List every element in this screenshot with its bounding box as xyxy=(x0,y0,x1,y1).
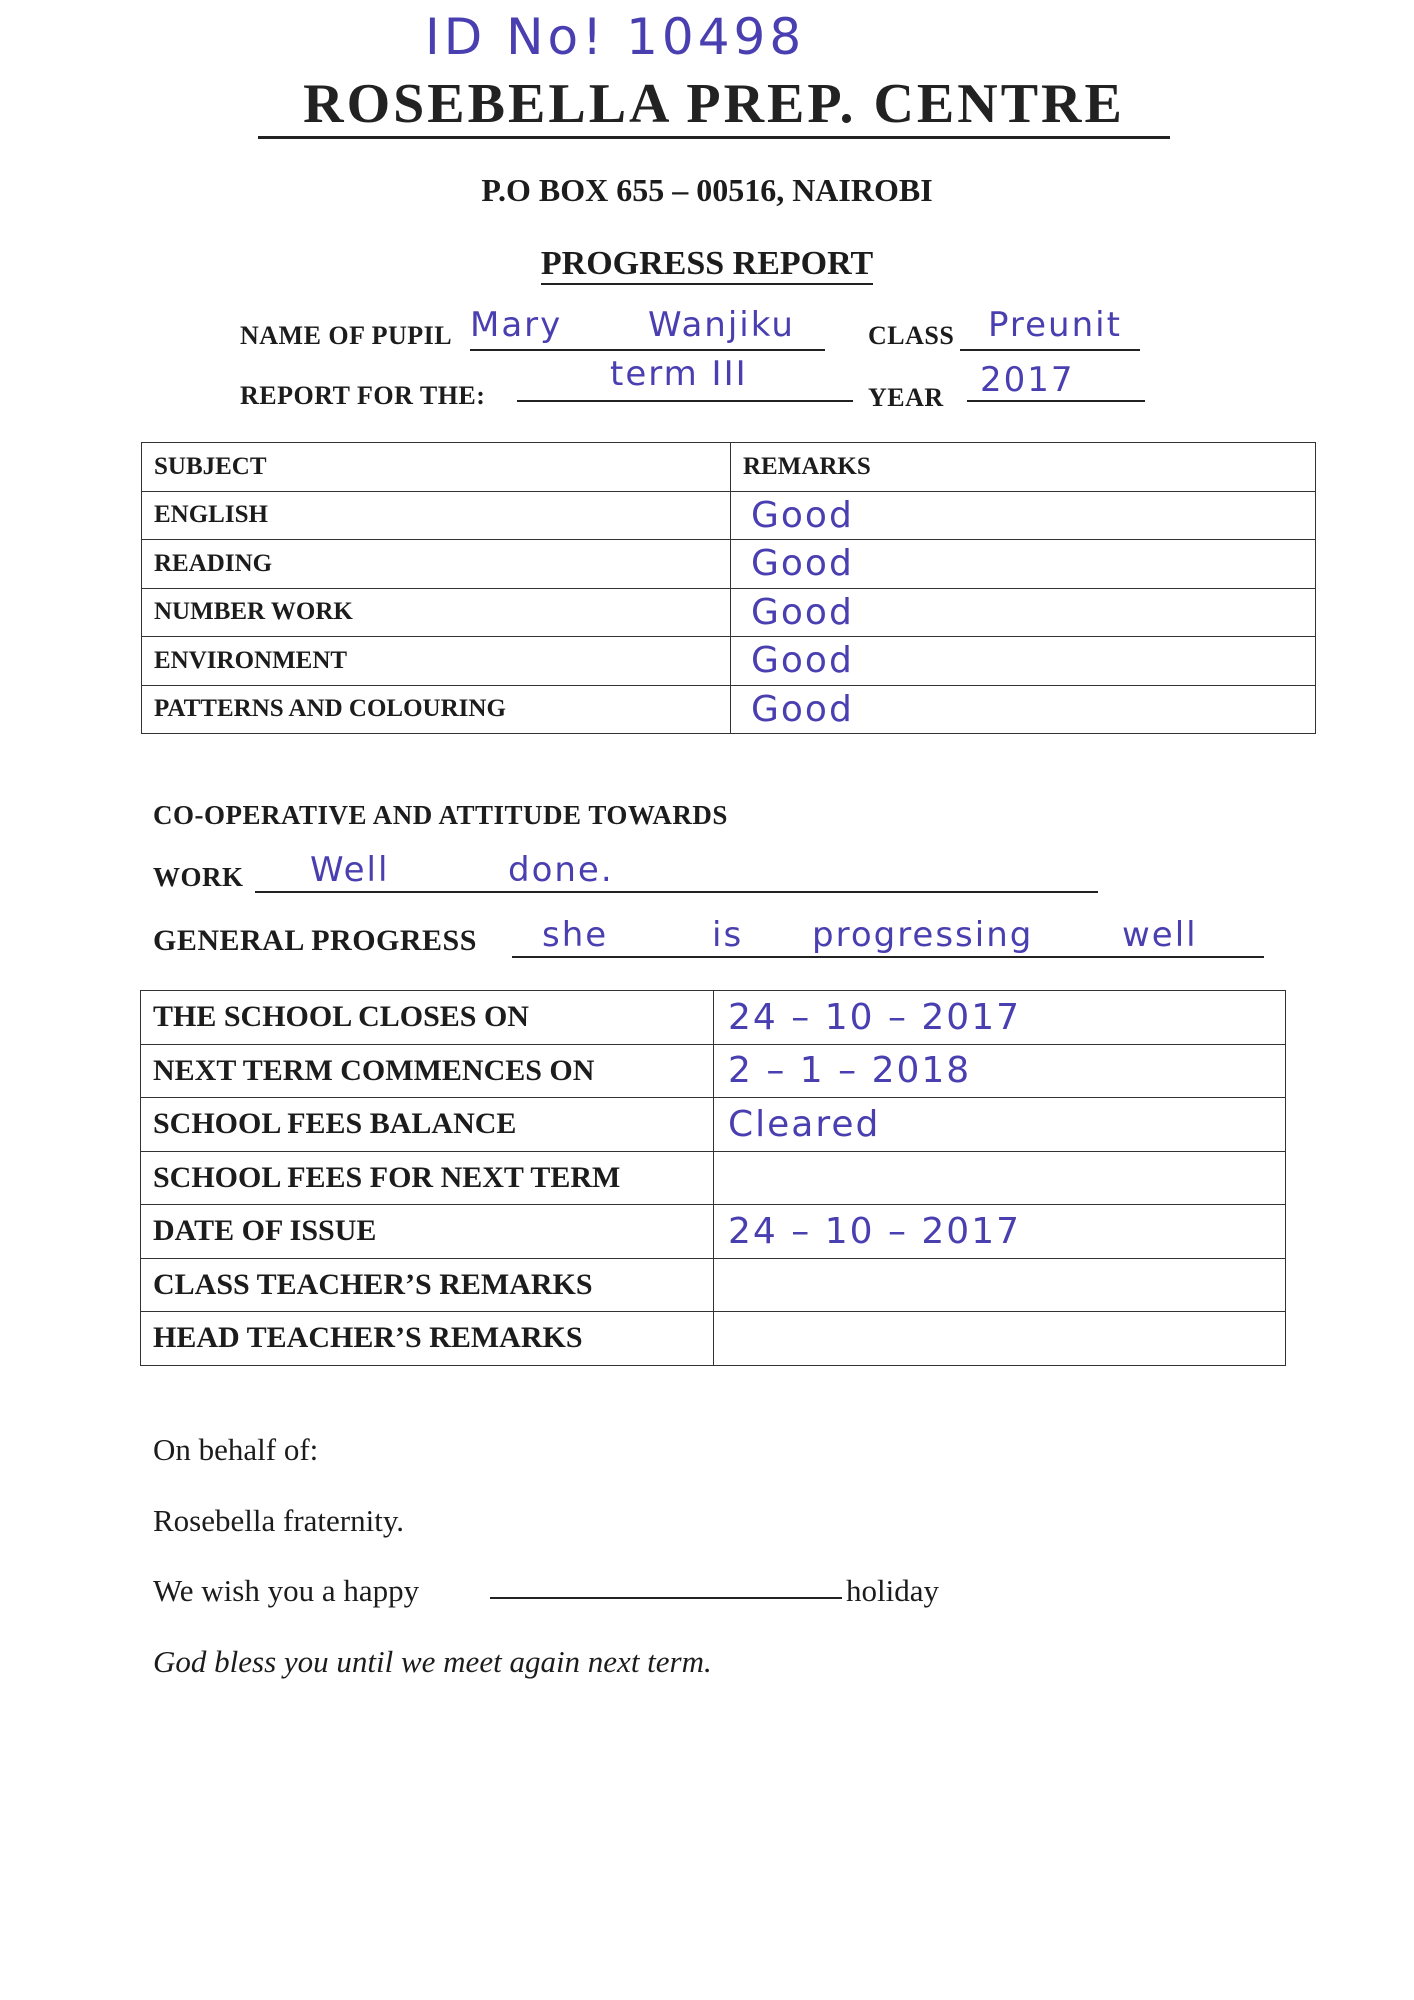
progress-word: well xyxy=(1122,915,1198,955)
progress-underline xyxy=(512,956,1264,958)
name-underline xyxy=(470,349,825,351)
report-for-underline xyxy=(517,400,853,402)
work-remark-word1: Well xyxy=(310,850,390,890)
info-value-cell xyxy=(714,1258,1286,1312)
year-underline xyxy=(967,400,1145,402)
subject-cell: NUMBER WORK xyxy=(142,588,731,637)
table-row xyxy=(141,1205,1286,1259)
class-underline xyxy=(960,349,1140,351)
table-header-row xyxy=(142,443,1316,492)
wish-prefix-text: We wish you a happy xyxy=(153,1573,420,1608)
subject-cell: ENGLISH xyxy=(142,491,731,540)
table-row xyxy=(142,588,1316,637)
pupil-last-name: Wanjiku xyxy=(648,305,795,345)
subject-cell: ENVIRONMENT xyxy=(142,637,731,686)
class-value: Preunit xyxy=(988,305,1122,345)
pupil-first-name: Mary xyxy=(470,305,563,345)
table-row xyxy=(142,491,1316,540)
table-row xyxy=(141,1258,1286,1312)
remark-cell: Good xyxy=(731,685,1316,734)
year-label: YEAR xyxy=(868,383,944,412)
subjects-table xyxy=(141,442,1316,734)
table-row xyxy=(142,685,1316,734)
class-label: CLASS xyxy=(868,321,955,350)
work-label: WORK xyxy=(153,862,244,892)
remark-cell: Good xyxy=(731,491,1316,540)
info-value-cell xyxy=(714,1312,1286,1366)
report-title xyxy=(0,245,1414,283)
report-title-text: PROGRESS REPORT xyxy=(541,245,873,285)
info-label-cell: NEXT TERM COMMENCES ON xyxy=(141,1044,714,1098)
info-value-cell xyxy=(714,1151,1286,1205)
progress-word: progressing xyxy=(812,915,1034,955)
info-value-cell: 24 – 10 – 2017 xyxy=(714,991,1286,1045)
id-number-handwritten: ID No! 10498 xyxy=(425,8,806,66)
table-row xyxy=(141,1151,1286,1205)
info-label-cell: CLASS TEACHER’S REMARKS xyxy=(141,1258,714,1312)
year-value: 2017 xyxy=(980,360,1075,400)
remark-cell: Good xyxy=(731,637,1316,686)
wish-suffix-text: holiday xyxy=(846,1573,939,1608)
work-underline xyxy=(255,891,1098,893)
table-row xyxy=(141,1312,1286,1366)
table-row xyxy=(141,991,1286,1045)
report-for-value: term III xyxy=(610,354,748,394)
info-value-cell: 2 – 1 – 2018 xyxy=(714,1044,1286,1098)
remark-cell: Good xyxy=(731,588,1316,637)
school-name: ROSEBELLA PREP. CENTRE xyxy=(258,74,1170,139)
work-remark-word2: done. xyxy=(508,850,614,890)
name-of-pupil-label: NAME OF PUPIL xyxy=(240,321,453,350)
info-label-cell: DATE OF ISSUE xyxy=(141,1205,714,1259)
blessing-text: God bless you until we meet again next term. xyxy=(153,1644,712,1679)
subject-cell: READING xyxy=(142,540,731,589)
progress-word: she xyxy=(542,915,609,955)
school-info-table xyxy=(140,990,1286,1366)
on-behalf-text: On behalf of: xyxy=(153,1432,319,1467)
progress-word: is xyxy=(712,915,744,955)
holiday-blank-line xyxy=(490,1597,842,1599)
attitude-heading: CO-OPERATIVE AND ATTITUDE TOWARDS xyxy=(153,800,728,830)
school-address: P.O BOX 655 – 00516, NAIROBI xyxy=(481,172,933,208)
info-label-cell: SCHOOL FEES BALANCE xyxy=(141,1098,714,1152)
table-row xyxy=(141,1044,1286,1098)
general-progress-label: GENERAL PROGRESS xyxy=(153,924,477,957)
info-label-cell: SCHOOL FEES FOR NEXT TERM xyxy=(141,1151,714,1205)
report-for-label: REPORT FOR THE: xyxy=(240,381,486,410)
info-label-cell: HEAD TEACHER’S REMARKS xyxy=(141,1312,714,1366)
remarks-header: REMARKS xyxy=(731,443,1316,492)
table-row xyxy=(141,1098,1286,1152)
info-value-cell: 24 – 10 – 2017 xyxy=(714,1205,1286,1259)
info-value-cell: Cleared xyxy=(714,1098,1286,1152)
table-row xyxy=(142,540,1316,589)
info-label-cell: THE SCHOOL CLOSES ON xyxy=(141,991,714,1045)
table-row xyxy=(142,637,1316,686)
subject-cell: PATTERNS AND COLOURING xyxy=(142,685,731,734)
remark-cell: Good xyxy=(731,540,1316,589)
fraternity-text: Rosebella fraternity. xyxy=(153,1503,405,1538)
subject-header: SUBJECT xyxy=(142,443,731,492)
